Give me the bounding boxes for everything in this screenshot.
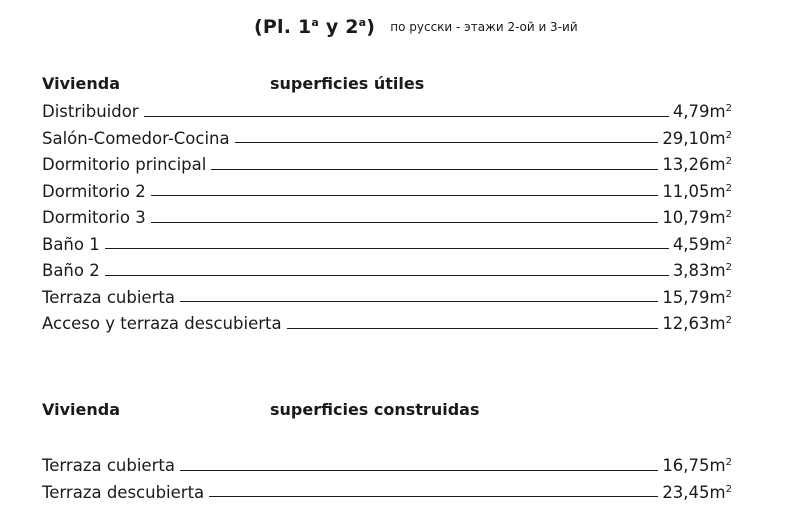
area-row xyxy=(42,255,732,282)
area-value-number: 11,05m xyxy=(662,181,726,201)
leader-line xyxy=(180,300,658,302)
area-row-value xyxy=(662,477,732,506)
area-unit-exponent: 2 xyxy=(725,129,732,141)
header-title-sup1: a xyxy=(311,16,319,29)
area-row-label: Dormitorio 3 xyxy=(42,208,146,227)
area-row-label: Baño 2 xyxy=(42,261,100,280)
area-row-label: Dormitorio principal xyxy=(42,155,207,174)
header-title-part1: (Pl. 1 xyxy=(254,16,312,38)
area-row-label: Acceso y terraza descubierta xyxy=(42,314,282,333)
area-row xyxy=(42,308,732,335)
area-row-value xyxy=(662,450,732,479)
area-value-number: 10,79m xyxy=(662,208,726,227)
area-row xyxy=(42,477,732,504)
leader-line xyxy=(105,274,669,276)
area-row xyxy=(42,176,732,203)
area-row-value xyxy=(662,176,732,205)
leader-line xyxy=(287,327,659,329)
leader-line xyxy=(235,141,659,143)
header-note: по русски - этажи 2-ой и 3-ий xyxy=(390,20,578,34)
area-row-value xyxy=(662,282,732,311)
area-unit-exponent: 2 xyxy=(725,457,732,468)
leader-line xyxy=(105,247,669,249)
area-row xyxy=(42,96,732,123)
useful-area-section xyxy=(42,72,732,335)
header-title xyxy=(254,16,375,38)
area-row-value xyxy=(662,123,732,152)
useful-area-heading xyxy=(42,72,732,96)
built-area-heading xyxy=(42,398,732,422)
area-value-number: 3,83m xyxy=(672,261,726,280)
area-value-number: 23,45m xyxy=(662,482,726,502)
header-title-sup2: a xyxy=(358,16,367,29)
page-header xyxy=(254,16,578,38)
area-row-value xyxy=(673,96,732,125)
area-row-label: Salón-Comedor-Cocina xyxy=(42,128,230,148)
area-row-label: Terraza cubierta xyxy=(42,456,175,475)
area-value-number: 4,59m xyxy=(672,234,726,254)
built-area-heading-left: Vivienda xyxy=(42,400,120,419)
leader-line xyxy=(209,495,658,497)
area-value-number: 13,26m xyxy=(662,155,726,174)
header-title-part2: y 2 xyxy=(319,16,359,38)
leader-line xyxy=(180,469,658,471)
useful-area-heading-left: Vivienda xyxy=(42,74,120,93)
useful-area-heading-right: superficies útiles xyxy=(270,74,425,93)
area-row-value xyxy=(673,229,732,258)
area-row-value xyxy=(673,255,732,284)
leader-line xyxy=(151,221,659,223)
area-unit-exponent: 2 xyxy=(725,103,732,114)
leader-line xyxy=(144,115,669,117)
area-unit-exponent: 2 xyxy=(725,483,732,495)
leader-line xyxy=(211,168,658,170)
built-area-heading-right: superficies construidas xyxy=(270,400,480,419)
area-unit-exponent: 2 xyxy=(725,262,732,273)
area-value-number: 15,79m xyxy=(662,287,726,307)
area-row-label: Terraza descubierta xyxy=(42,482,205,502)
area-value-number: 29,10m xyxy=(662,128,726,148)
area-row-label: Dormitorio 2 xyxy=(42,181,146,201)
area-row-label: Distribuidor xyxy=(42,102,139,121)
area-unit-exponent: 2 xyxy=(725,182,732,194)
area-row xyxy=(42,282,732,309)
built-area-list xyxy=(42,450,732,503)
leader-line xyxy=(151,194,659,196)
area-unit-exponent: 2 xyxy=(725,288,732,300)
area-unit-exponent: 2 xyxy=(725,315,732,326)
area-unit-exponent: 2 xyxy=(725,209,732,220)
header-title-part3: ) xyxy=(366,16,376,38)
useful-area-list xyxy=(42,96,732,335)
area-row xyxy=(42,229,732,256)
area-row-label: Terraza cubierta xyxy=(42,287,175,307)
area-row-value xyxy=(662,202,732,231)
area-unit-exponent: 2 xyxy=(725,235,732,247)
area-value-number: 12,63m xyxy=(662,314,726,333)
area-value-number: 16,75m xyxy=(662,456,726,475)
area-row-value xyxy=(662,149,732,178)
area-row xyxy=(42,450,732,477)
area-row-label: Baño 1 xyxy=(42,234,100,254)
area-row xyxy=(42,123,732,150)
area-value-number: 4,79m xyxy=(672,102,726,121)
area-row-value xyxy=(662,308,732,337)
area-unit-exponent: 2 xyxy=(725,156,732,167)
area-row xyxy=(42,149,732,176)
area-row xyxy=(42,202,732,229)
built-area-section xyxy=(42,398,732,503)
